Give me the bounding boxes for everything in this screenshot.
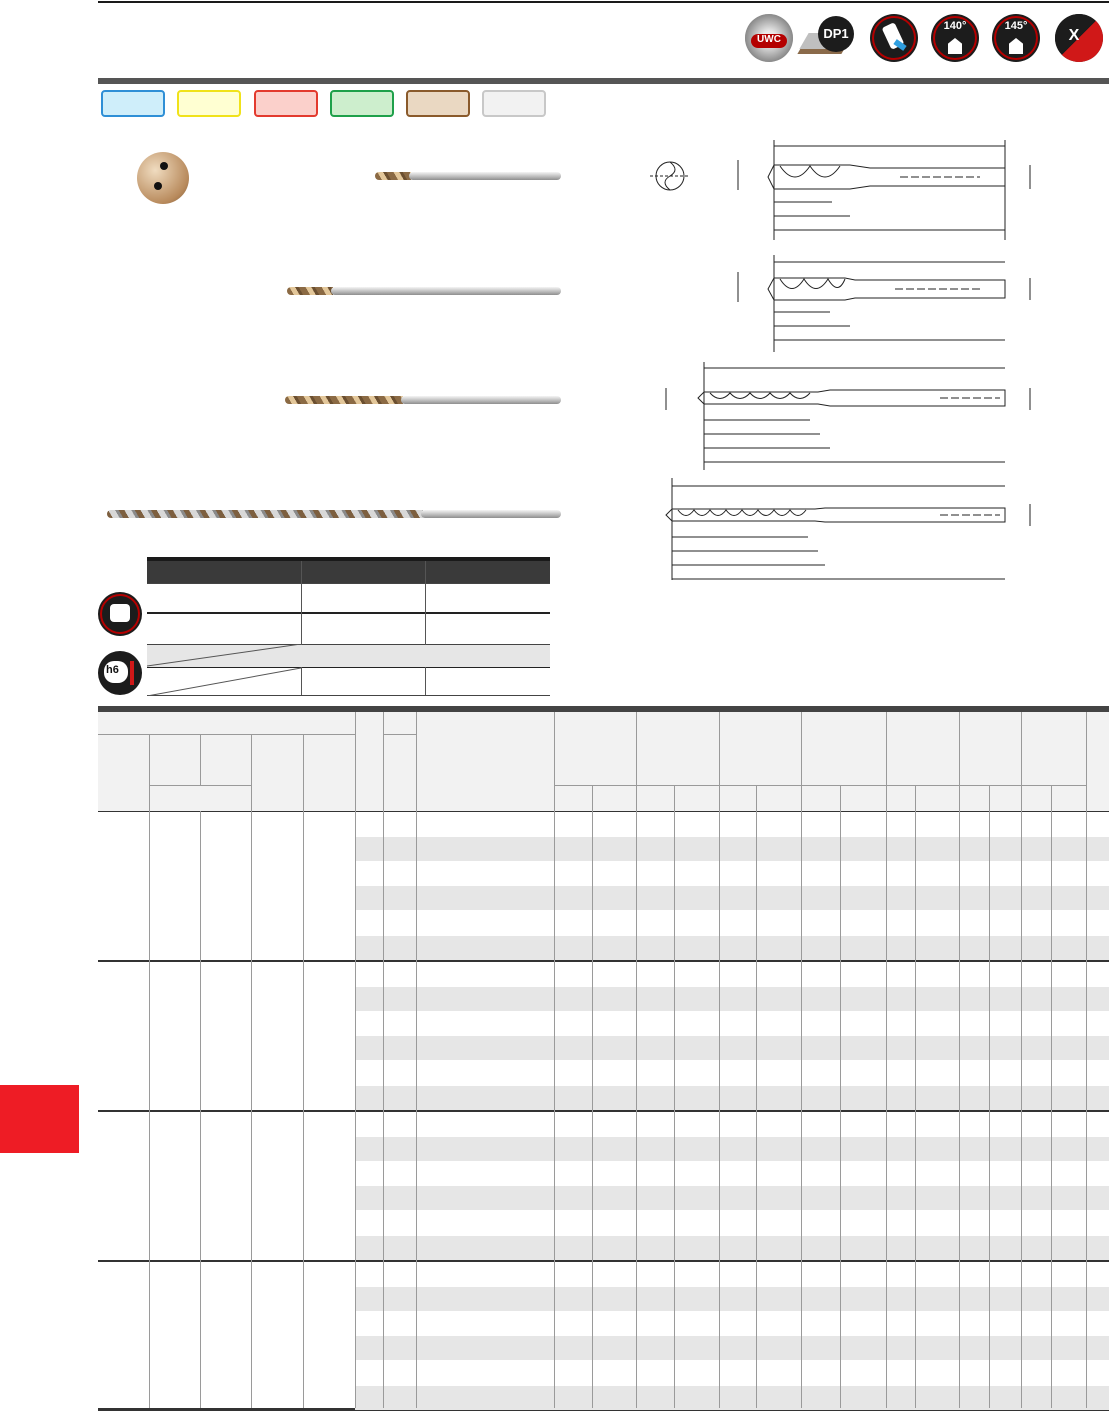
- x-point-thinning-icon: [1055, 14, 1103, 62]
- drawing-medium: [738, 255, 1030, 352]
- drill-photo-12xd: [107, 508, 561, 520]
- spec-table-body: [147, 583, 550, 696]
- spec-table-header: [147, 557, 550, 583]
- drill-end-view-image: [137, 152, 189, 204]
- angle-140-label: 140°: [943, 20, 967, 32]
- h6-label: h6: [106, 664, 119, 676]
- internal-coolant-icon: [870, 14, 918, 62]
- cross-section-drawing: [650, 162, 690, 190]
- h6-tolerance-icon: [98, 651, 142, 695]
- uwc-substrate-icon: [745, 14, 793, 62]
- section-rule: [98, 78, 1109, 84]
- drill-photo-3xd: [375, 170, 561, 182]
- point-angle-140-icon: [931, 14, 979, 62]
- drill-photo-5xd: [287, 285, 561, 297]
- drawing-short: [738, 140, 1030, 240]
- swatch-yellow: [177, 90, 241, 117]
- swatch-brown: [406, 90, 470, 117]
- swatch-blue: [101, 90, 165, 117]
- dp1-label: DP1: [823, 26, 849, 41]
- top-rule: [98, 1, 1109, 3]
- spec-table: [147, 557, 550, 583]
- angle-145-label: 145°: [1004, 20, 1028, 32]
- drawing-extra-long: [640, 478, 1030, 580]
- data-table-header: [98, 712, 1109, 811]
- x-label: X: [1068, 27, 1080, 44]
- swatch-red: [254, 90, 318, 117]
- shank-tolerance-icon: [98, 592, 142, 636]
- section-tab: [0, 1085, 79, 1153]
- point-angle-145-icon: [992, 14, 1040, 62]
- drill-technical-drawings: [640, 130, 1100, 590]
- drawing-long: [666, 362, 1030, 470]
- swatch-grey: [482, 90, 546, 117]
- uwc-label: UWC: [757, 34, 781, 45]
- drill-photo-8xd: [285, 394, 561, 406]
- swatch-green: [330, 90, 394, 117]
- dp1-coating-icon: [800, 14, 858, 62]
- data-table-bottom-rule: [98, 1408, 1109, 1411]
